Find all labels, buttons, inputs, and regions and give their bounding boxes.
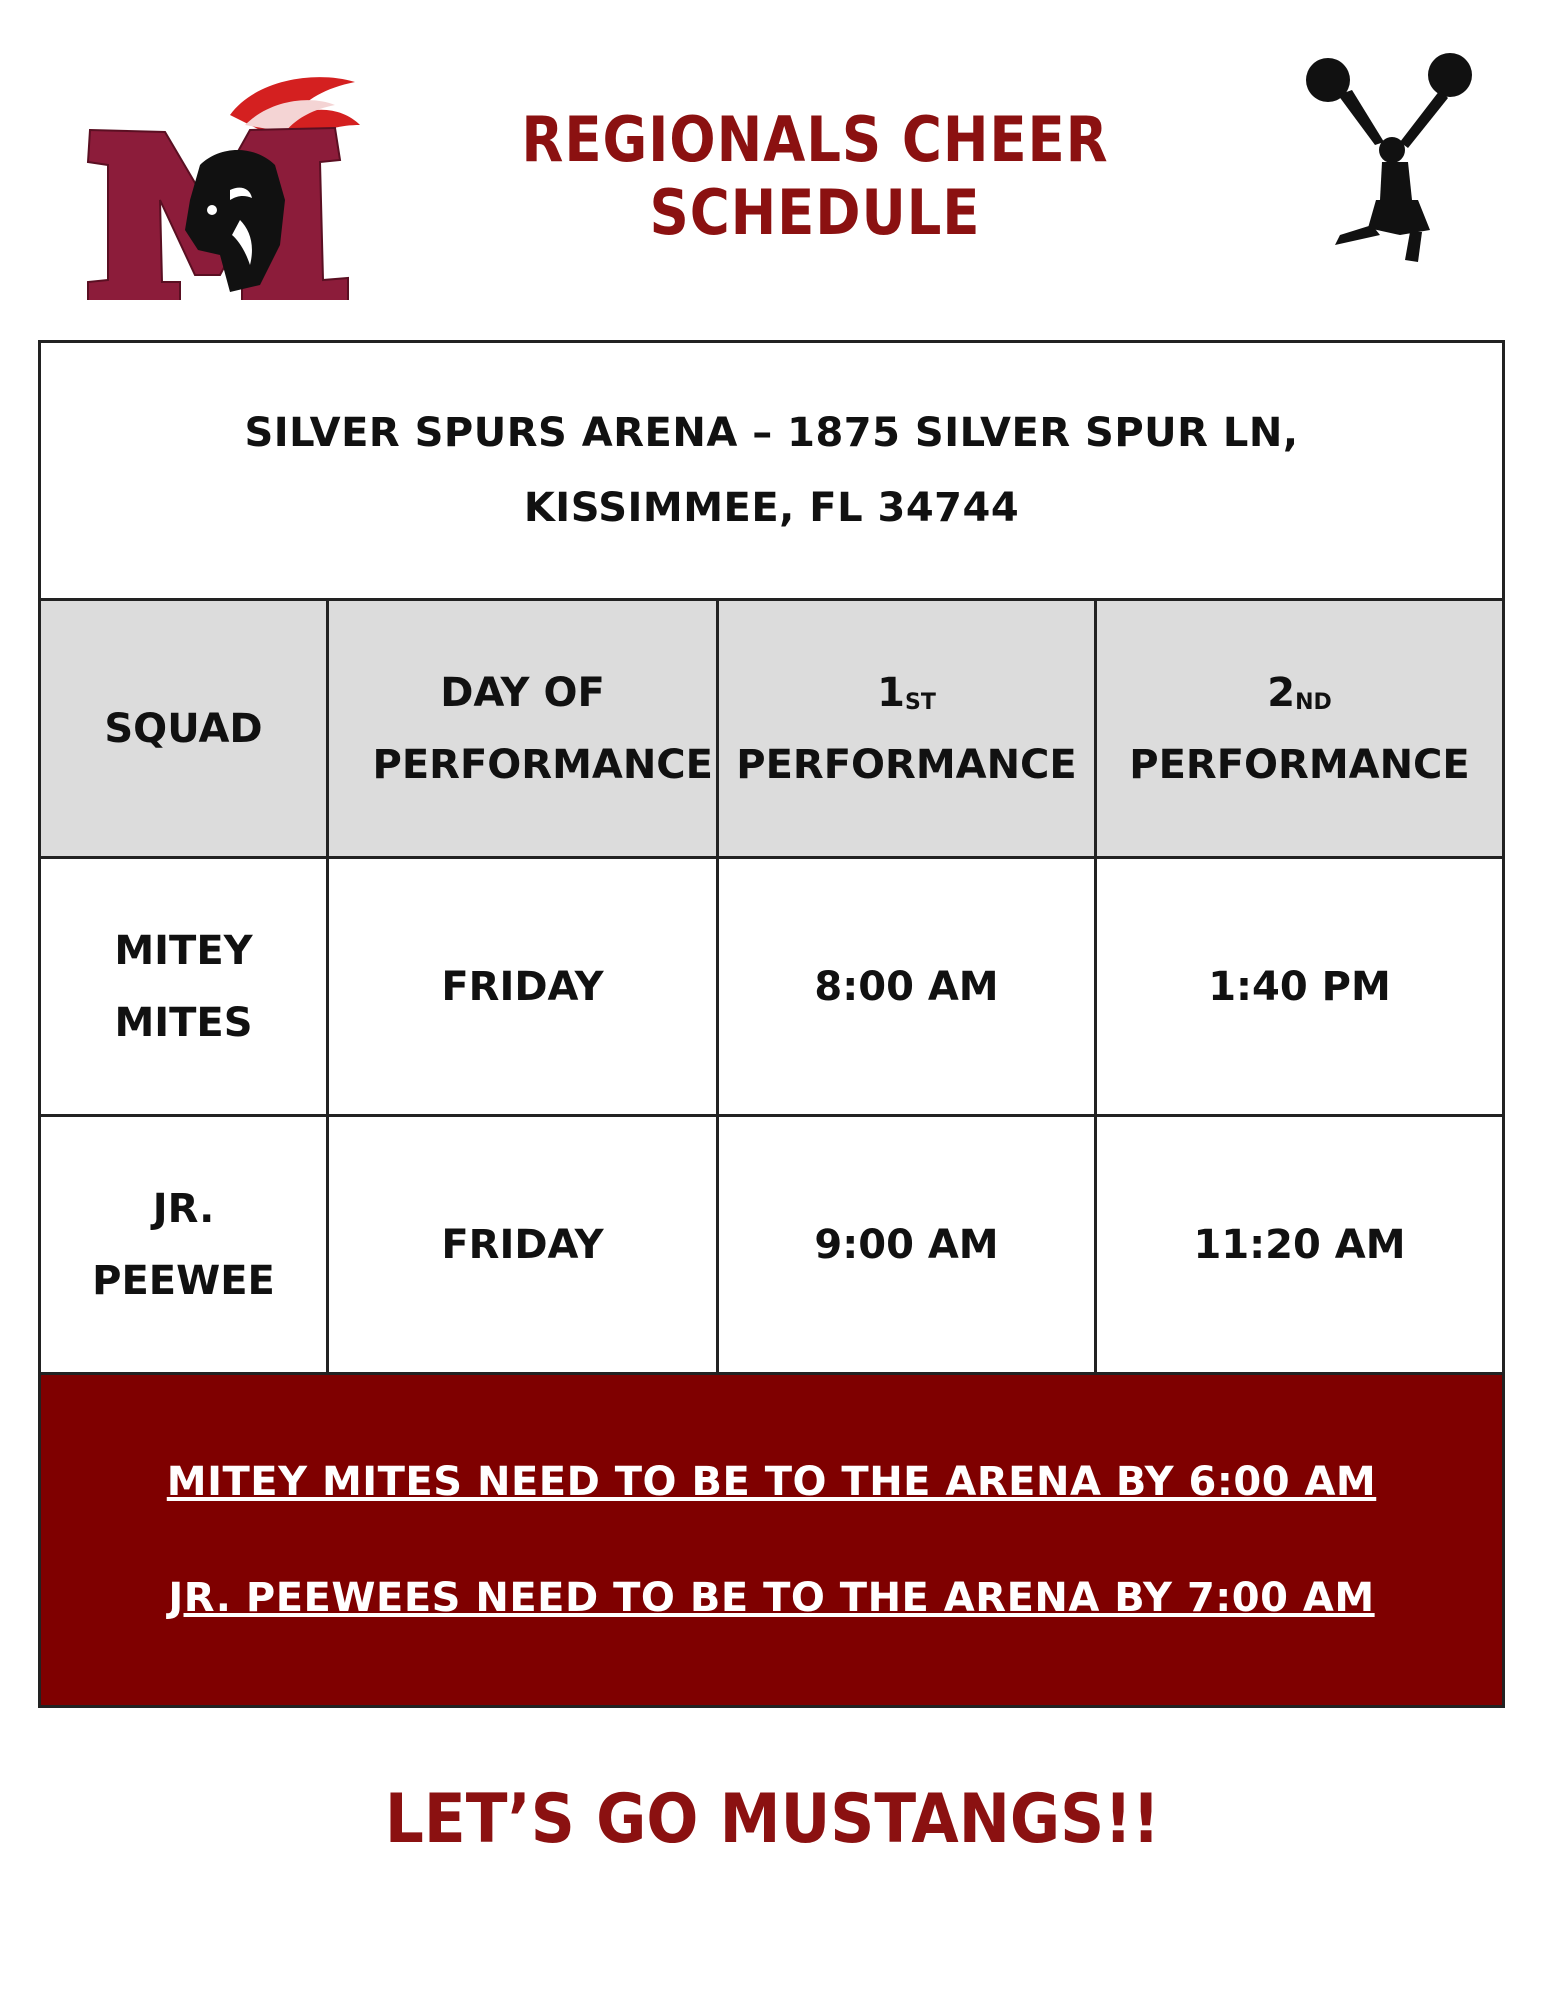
mustang-m-logo-icon [80,70,380,300]
header-second-performance [1094,601,1502,856]
header-day-label: DAY OF PERFORMANCE [372,669,713,788]
second-performance-word: PERFORMANCE [1129,741,1470,788]
notice-jr-peewees: JR. PEEWEES NEED TO BE TO THE ARENA BY 7:00 AM [168,1575,1375,1621]
first-ordinal: 1ST [877,669,936,716]
cheerleader-silhouette-icon [1300,50,1475,265]
first-performance-word: PERFORMANCE [736,741,1077,788]
second-performance-cell: 11:20 AM [1094,1117,1502,1372]
squad-cell [41,859,326,1114]
notice-mitey-mites: MITEY MITES NEED TO BE TO THE ARENA BY 6:00 AM [166,1459,1377,1505]
squad-name-line1: JR. [152,1185,215,1232]
header-squad: SQUAD [104,705,263,752]
first-performance-cell: 9:00 AM [716,1117,1094,1372]
day-cell: FRIDAY [326,859,716,1114]
squad-name-line1: MITEY [114,927,253,974]
header-first-performance [716,601,1094,856]
first-performance-cell: 8:00 AM [716,859,1094,1114]
table-row [41,856,1502,1114]
venue-row [41,343,1502,598]
schedule-table [38,340,1505,1708]
arrival-notice-box [41,1372,1502,1705]
header-day [326,601,716,856]
footer-slogan: LET’S GO MUSTANGS!! [384,1780,1161,1859]
second-ordinal: 2ND [1267,669,1332,716]
squad-cell [41,1117,326,1372]
table-row [41,1114,1502,1372]
venue-address: SILVER SPURS ARENA – 1875 SILVER SPUR LN, KISSIMMEE, FL 34744 [244,409,1299,531]
page-title: REGIONALS CHEER SCHEDULE [521,103,1109,249]
squad-name-line2: MITES [114,999,253,1046]
second-performance-cell: 1:40 PM [1094,859,1502,1114]
table-header-row [41,598,1502,856]
squad-name-line2: PEEWEE [92,1257,275,1304]
day-cell: FRIDAY [326,1117,716,1372]
